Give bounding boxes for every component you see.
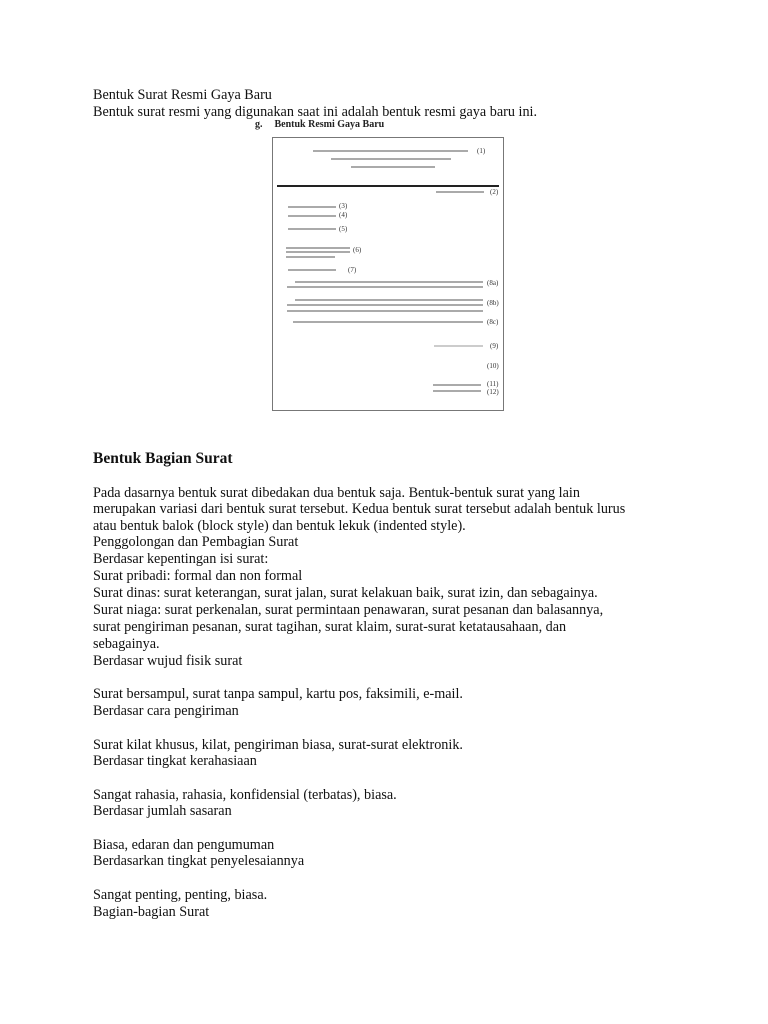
paragraph-line: Berdasarkan tingkat penyelesaiannya	[93, 853, 305, 869]
paragraph-line: merupakan variasi dari bentuk surat tersebut. Kedua bentuk surat tersebut adalah bentuk lurus	[93, 501, 626, 517]
figure-label-9: (9)	[490, 342, 499, 350]
figure-caption	[255, 119, 384, 131]
figure-caption-title: Bentuk Resmi Gaya Baru	[274, 119, 385, 130]
figure-label-2: (2)	[490, 188, 499, 196]
figure-label-3: (3)	[339, 202, 348, 210]
paragraph-line: Biasa, edaran dan pengumuman	[93, 837, 275, 853]
figure-label-1: (1)	[477, 147, 486, 155]
paragraph-line: Sangat rahasia, rahasia, konfidensial (terbatas), biasa.	[93, 787, 397, 803]
figure-caption-number: g.	[255, 119, 263, 130]
intro-subtitle: Bentuk surat resmi yang digunakan saat ini adalah bentuk resmi gaya baru ini.	[93, 104, 538, 120]
section-heading: Bentuk Bagian Surat	[93, 450, 233, 467]
paragraph-line: Berdasar wujud fisik surat	[93, 653, 243, 669]
paragraph-line: Berdasar jumlah sasaran	[93, 803, 232, 819]
paragraph-line: Berdasar tingkat kerahasiaan	[93, 753, 257, 769]
figure-label-8c: (8c)	[487, 318, 499, 326]
figure-label-12: (12)	[487, 388, 499, 396]
intro-title: Bentuk Surat Resmi Gaya Baru	[93, 87, 272, 103]
paragraph-line: sebagainya.	[93, 636, 160, 652]
paragraph-line: Sangat penting, penting, biasa.	[93, 887, 268, 903]
letter-layout-diagram	[273, 138, 505, 412]
paragraph-line: Berdasar cara pengiriman	[93, 703, 239, 719]
paragraph-line: atau bentuk balok (block style) dan bentuk lekuk (indented style).	[93, 518, 466, 534]
paragraph-line: Surat pribadi: formal dan non formal	[93, 568, 303, 584]
paragraph-line: Surat kilat khusus, kilat, pengiriman biasa, surat-surat elektronik.	[93, 737, 463, 753]
paragraph-line: Bagian-bagian Surat	[93, 904, 210, 920]
figure-label-11: (11)	[487, 380, 499, 388]
letter-layout-figure	[272, 137, 504, 411]
paragraph-line: Penggolongan dan Pembagian Surat	[93, 534, 299, 550]
figure-label-8a: (8a)	[487, 279, 499, 287]
figure-label-8b: (8b)	[487, 299, 499, 307]
paragraph-line: Surat dinas: surat keterangan, surat jalan, surat kelakuan baik, surat izin, dan sebagainya.	[93, 585, 598, 601]
paragraph-line: Pada dasarnya bentuk surat dibedakan dua bentuk saja. Bentuk-bentuk surat yang lain	[93, 485, 580, 501]
figure-label-5: (5)	[339, 225, 348, 233]
paragraph-line: Surat bersampul, surat tanpa sampul, kartu pos, faksimili, e-mail.	[93, 686, 463, 702]
paragraph-line: surat pengiriman pesanan, surat tagihan, surat klaim, surat-surat ketatausahaan, dan	[93, 619, 567, 635]
paragraph-line: Berdasar kepentingan isi surat:	[93, 551, 269, 567]
paragraph-line: Surat niaga: surat perkenalan, surat permintaan penawaran, surat pesanan dan balasannya,	[93, 602, 604, 618]
figure-label-6: (6)	[353, 246, 362, 254]
figure-label-10: (10)	[487, 362, 499, 370]
figure-label-4: (4)	[339, 211, 348, 219]
figure-label-7: (7)	[348, 266, 357, 274]
